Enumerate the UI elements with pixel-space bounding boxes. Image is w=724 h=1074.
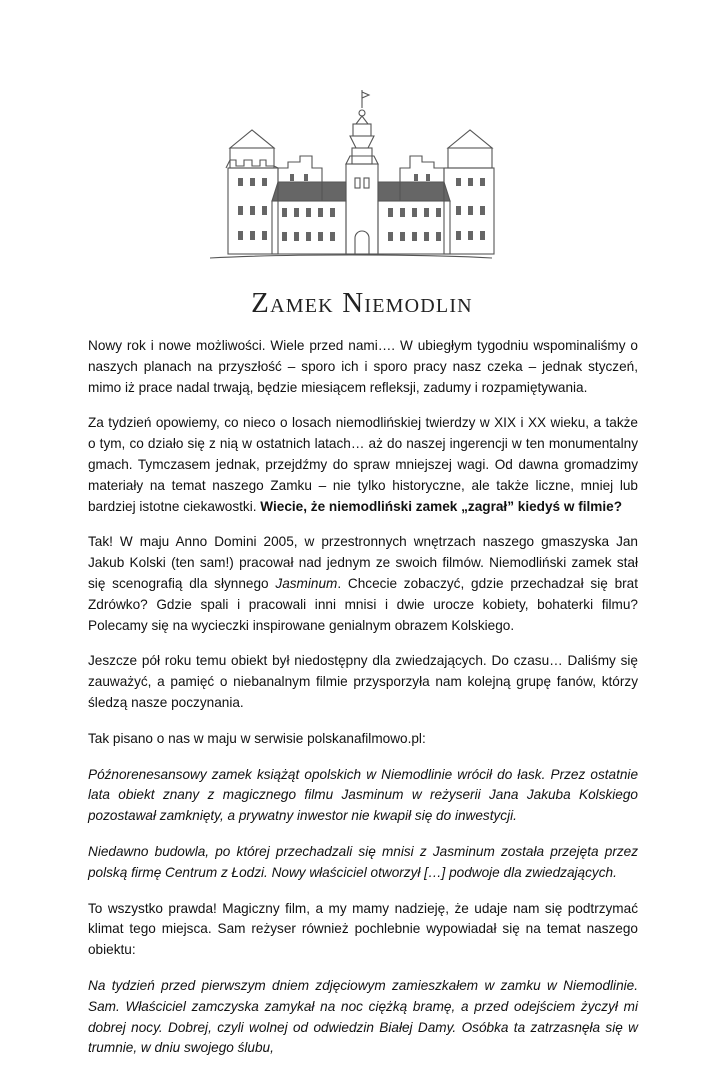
paragraph: To wszystko prawda! Magiczny film, a my mamy nadzieję, że udaje nam się podtrzymać klimat tego miejsca. Sam reżyser również pochlebnie wypowiadał się na temat naszego obiektu:	[88, 900, 638, 958]
paragraph-bold: Wiecie, że niemodliński zamek „zagrał” kiedyś w filmie?	[260, 498, 623, 514]
castle-illustration	[200, 86, 500, 276]
article-body	[88, 336, 638, 1074]
paragraph	[88, 532, 638, 636]
paragraph	[88, 413, 638, 517]
brand-title: Zamek Niemodlin	[251, 287, 473, 319]
paragraph-text: . Chcecie zobaczyć, gdzie przechadzał się brat Zdrówko? Gdzie spali i pracowali inni mnisi i dwie urocze kobiety, bohaterki filmu? Polecamy się na wycieczki inspirowane genialnym obrazem Kolskiego.	[88, 575, 639, 633]
film-title: Jasminum	[275, 575, 338, 591]
paragraph: Tak pisano o nas w maju w serwisie polskanafilmowo.pl:	[88, 730, 426, 746]
quote-paragraph: Niedawno budowla, po której przechadzali się mnisi z Jasminum została przejęta przez polską firmę Centrum z Łodzi. Nowy właściciel otworzył […] podwoje dla zwiedzających.	[88, 843, 638, 880]
quote-paragraph: Późnorenesansowy zamek książąt opolskich w Niemodlinie wrócił do łask. Przez ostatnie lata obiekt znany z magicznego filmu Jasminum w reżyserii Jana Jakuba Kolskiego pozostawał zamknięty, a prywatny inwestor nie kwapił się do inwestycji.	[88, 766, 638, 824]
quote-paragraph: Na tydzień przed pierwszym dniem zdjęciowym zamieszkałem w zamku w Niemodlinie. Sam. Właściciel zamczyska zamykał na noc ciężką bramę, a przed odejściem życzył mi dobrej nocy. Dobrej, czyli wolnej od odwiedzin Białej Damy. Osóbka ta zatrzasnęła się w trumnie, w dniu swojego ślubu,	[88, 977, 638, 1056]
paragraph-text: Za tydzień opowiemy, co nieco o losach niemodlińskiej twierdzy w XIX i XX wieku, a także o tym, co działo się z nią w ostatnich latach… aż do naszej ingerencji w ten monumentalny gmach. Tymczasem jednak, przejdźmy do spraw mniejszej wagi. Od dawna gromadzimy materiały na temat naszego Zamku – nie tylko historyczne, ale także liczne, mniej lub bardziej istotne ciekawostki.	[88, 415, 638, 514]
paragraph: Jeszcze pół roku temu obiekt był niedostępny dla zwiedzających. Do czasu… Daliśmy się zauważyć, a pamięć o niebanalnym filmie przysporzyła nam kolejną grupę fanów, którzy śledzą nasze poczynania.	[88, 653, 638, 710]
paragraph-text: Tak! W maju Anno Domini 2005, w przestronnych wnętrzach naszego gmaszyska Jan Jakub Kolski (ten sam!) pracował nad jednym ze swoich filmów. Niemodliński zamek stał się scenografią dla słynnego	[88, 534, 638, 591]
paragraph: Nowy rok i nowe możliwości. Wiele przed nami…. W ubiegłym tygodniu wspominaliśmy o naszych planach na przyszłość – sporo ich i sporo pracy nasz czeka – jednak styczeń, mimo iż prace nadal trwają, będzie miesiącem refleksji, zadumy i rozpamiętywania.	[88, 338, 638, 395]
